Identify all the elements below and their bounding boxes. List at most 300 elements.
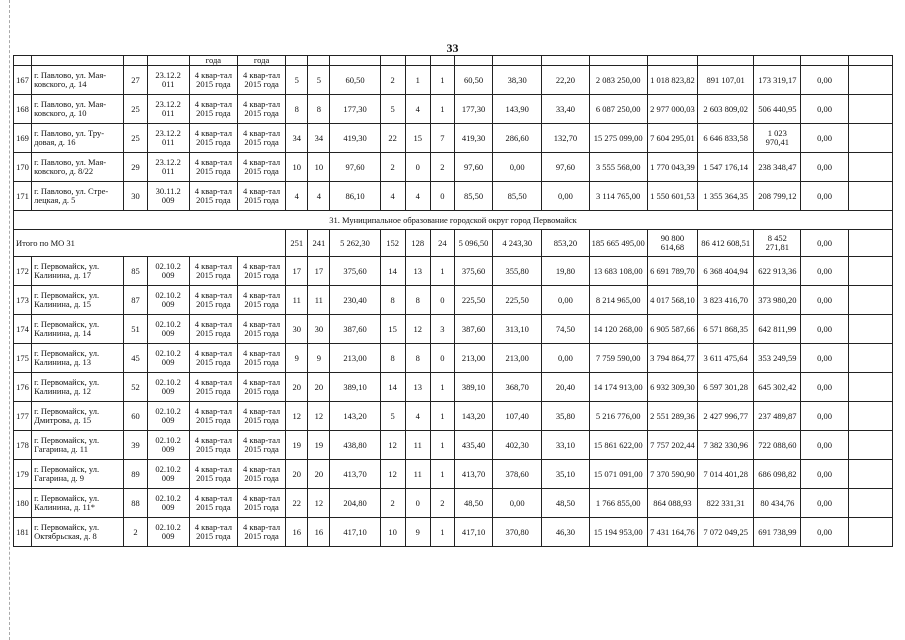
table-cell: 181 <box>14 518 32 547</box>
table-cell: 0 <box>430 286 454 315</box>
table-cell: 107,40 <box>493 402 542 431</box>
table-cell: 1 550 601,53 <box>647 182 697 211</box>
table-cell: 5 <box>286 66 308 95</box>
table-cell: 1 018 823,82 <box>647 66 697 95</box>
table-cell: 8 <box>286 95 308 124</box>
table-cell: 15 <box>380 315 405 344</box>
table-cell: 387,60 <box>330 315 380 344</box>
table-cell: 12 <box>380 431 405 460</box>
table-cell: 15 <box>405 124 430 153</box>
table-cell <box>147 56 189 66</box>
table-cell: г. Первомайск, ул. Калинина, д. 13 <box>32 344 124 373</box>
table-cell: 74,50 <box>542 315 589 344</box>
table-cell: 7 759 590,00 <box>589 344 647 373</box>
table-cell: г. Павлово, ул. Мая-ковского, д. 14 <box>32 66 124 95</box>
table-cell: 30 <box>308 315 330 344</box>
table-row <box>14 153 893 182</box>
table-cell: 0,00 <box>801 95 848 124</box>
table-cell: 0,00 <box>542 182 589 211</box>
table-cell: 97,60 <box>454 153 492 182</box>
table-cell: 8 <box>380 344 405 373</box>
table-cell: 23.12.2 011 <box>147 153 189 182</box>
table-cell: 7 370 590,90 <box>647 460 697 489</box>
table-cell: 891 107,01 <box>698 66 754 95</box>
table-cell: 387,60 <box>454 315 492 344</box>
table-cell: 4 243,30 <box>493 230 542 257</box>
table-cell: 0,00 <box>801 124 848 153</box>
table-cell: 213,00 <box>454 344 492 373</box>
table-cell: 97,60 <box>542 153 589 182</box>
table-cell: 4 квар-тал 2015 года <box>237 431 285 460</box>
table-cell: 15 861 622,00 <box>589 431 647 460</box>
table-cell: 52 <box>124 373 147 402</box>
table-cell: 4 квар-тал 2015 года <box>237 373 285 402</box>
table-cell: 0,00 <box>801 66 848 95</box>
table-cell: 313,10 <box>493 315 542 344</box>
table-row <box>14 373 893 402</box>
table-cell: 241 <box>308 230 330 257</box>
table-cell: 5 <box>308 66 330 95</box>
table-cell: 17 <box>286 257 308 286</box>
table-cell <box>848 95 892 124</box>
table-cell: 20 <box>286 373 308 402</box>
table-cell: 353 249,59 <box>754 344 801 373</box>
table-cell: 23.12.2 011 <box>147 95 189 124</box>
table-cell <box>14 56 32 66</box>
table-cell: 0 <box>430 182 454 211</box>
table-cell: 15 194 953,00 <box>589 518 647 547</box>
table-cell: 0,00 <box>801 518 848 547</box>
table-cell: 16 <box>286 518 308 547</box>
table-cell: 4 квар-тал 2015 года <box>189 518 237 547</box>
table-cell: 25 <box>124 124 147 153</box>
table-cell: 22,20 <box>542 66 589 95</box>
table-cell: 35,80 <box>542 402 589 431</box>
table-cell: 20 <box>308 460 330 489</box>
table-cell: 6 597 301,28 <box>698 373 754 402</box>
table-cell: 27 <box>124 66 147 95</box>
table-cell <box>848 124 892 153</box>
table-cell: 86,10 <box>330 182 380 211</box>
table-cell: 0,00 <box>801 402 848 431</box>
table-row <box>14 56 893 66</box>
table-cell: 4 квар-тал 2015 года <box>189 66 237 95</box>
table-cell <box>754 56 801 66</box>
table-cell: 4 квар-тал 2015 года <box>237 460 285 489</box>
table-cell: 0,00 <box>801 257 848 286</box>
table-cell: 0,00 <box>801 153 848 182</box>
table-cell: 417,10 <box>330 518 380 547</box>
table-cell: 5 262,30 <box>330 230 380 257</box>
table-cell <box>32 56 124 66</box>
table-cell: 39 <box>124 431 147 460</box>
table-cell: 4 квар-тал 2015 года <box>237 95 285 124</box>
table-cell: 10 <box>308 153 330 182</box>
table-cell: 0,00 <box>801 230 848 257</box>
table-cell: 38,30 <box>493 66 542 95</box>
table-cell: 6 368 404,94 <box>698 257 754 286</box>
table-cell: 6 087 250,00 <box>589 95 647 124</box>
table-cell: 16 <box>308 518 330 547</box>
total-label: Итого по МО 31 <box>14 230 286 257</box>
table-cell: г. Первомайск, ул. Дмитрова, д. 15 <box>32 402 124 431</box>
table-row <box>14 344 893 373</box>
table-row <box>14 286 893 315</box>
table-cell: 7 604 295,01 <box>647 124 697 153</box>
table-row <box>14 124 893 153</box>
table-cell: 12 <box>405 315 430 344</box>
table-cell: 4 квар-тал 2015 года <box>189 95 237 124</box>
table-cell: 85,50 <box>493 182 542 211</box>
table-cell: 368,70 <box>493 373 542 402</box>
section-title: 31. Муниципальное образование городской округ город Первомайск <box>14 211 893 230</box>
table-cell: 0 <box>405 489 430 518</box>
table-cell: 417,10 <box>454 518 492 547</box>
table-cell: 14 <box>380 373 405 402</box>
table-cell: 46,30 <box>542 518 589 547</box>
table-cell <box>848 402 892 431</box>
table-cell <box>848 182 892 211</box>
table-cell: 0,00 <box>542 344 589 373</box>
table-cell: 02.10.2 009 <box>147 257 189 286</box>
table-cell: 19,80 <box>542 257 589 286</box>
table-cell: 87 <box>124 286 147 315</box>
table-cell: г. Первомайск, ул. Калинина, д. 17 <box>32 257 124 286</box>
table-cell: 4 <box>380 182 405 211</box>
table-cell: 33,40 <box>542 95 589 124</box>
table-cell: 174 <box>14 315 32 344</box>
table-cell: 4 квар-тал 2015 года <box>237 182 285 211</box>
table-row <box>14 66 893 95</box>
table-cell: 1 023 970,41 <box>754 124 801 153</box>
table-cell: 7 431 164,76 <box>647 518 697 547</box>
table-cell: 4 квар-тал 2015 года <box>189 402 237 431</box>
table-cell: 34 <box>286 124 308 153</box>
table-cell <box>848 460 892 489</box>
table-cell: 7 382 330,96 <box>698 431 754 460</box>
table-cell: 30 <box>124 182 147 211</box>
table-cell: 413,70 <box>454 460 492 489</box>
table-cell <box>698 56 754 66</box>
table-row <box>14 460 893 489</box>
table-cell: 8 <box>405 344 430 373</box>
table-cell: 4 <box>405 182 430 211</box>
table-cell: 4 квар-тал 2015 года <box>237 286 285 315</box>
table-cell: 2 <box>124 518 147 547</box>
table-cell: 45 <box>124 344 147 373</box>
table-cell: 435,40 <box>454 431 492 460</box>
table-cell: 208 799,12 <box>754 182 801 211</box>
table-cell: 20 <box>286 460 308 489</box>
table-cell: 373 980,20 <box>754 286 801 315</box>
table-cell: года <box>189 56 237 66</box>
table-cell: 9 <box>405 518 430 547</box>
table-cell: 3 555 568,00 <box>589 153 647 182</box>
table-cell <box>848 257 892 286</box>
table-cell: 14 <box>380 257 405 286</box>
table-cell: 4 квар-тал 2015 года <box>189 489 237 518</box>
table-cell: 143,90 <box>493 95 542 124</box>
table-cell: 177,30 <box>330 95 380 124</box>
table-cell: 722 088,60 <box>754 431 801 460</box>
page-number: 33 <box>446 41 459 55</box>
table-cell <box>330 56 380 66</box>
table-cell: 2 551 289,36 <box>647 402 697 431</box>
table-cell: 2 603 809,02 <box>698 95 754 124</box>
table-cell: 14 120 268,00 <box>589 315 647 344</box>
table-cell <box>848 56 892 66</box>
table-cell <box>647 56 697 66</box>
table-cell: 0,00 <box>801 315 848 344</box>
table-cell: 169 <box>14 124 32 153</box>
table-cell: 375,60 <box>454 257 492 286</box>
table-cell <box>589 56 647 66</box>
table-cell: 6 691 789,70 <box>647 257 697 286</box>
table-cell <box>848 373 892 402</box>
table-cell: 4 квар-тал 2015 года <box>189 431 237 460</box>
table-cell: 24 <box>430 230 454 257</box>
table-cell: 402,30 <box>493 431 542 460</box>
table-cell: 14 174 913,00 <box>589 373 647 402</box>
table-cell: 3 114 765,00 <box>589 182 647 211</box>
table-cell: 80 434,76 <box>754 489 801 518</box>
table-cell: 8 <box>308 95 330 124</box>
table-cell: 89 <box>124 460 147 489</box>
table-cell: 11 <box>308 286 330 315</box>
table-cell: 686 098,82 <box>754 460 801 489</box>
table-cell: 2 <box>380 489 405 518</box>
table-cell: 60,50 <box>330 66 380 95</box>
table-cell: 0,00 <box>542 286 589 315</box>
table-cell: г. Павлово, ул. Мая-ковского, д. 10 <box>32 95 124 124</box>
table-cell: 853,20 <box>542 230 589 257</box>
table-cell: г. Павлово, ул. Тру-довая, д. 16 <box>32 124 124 153</box>
table-cell: 2 977 000,03 <box>647 95 697 124</box>
table-cell: 7 757 202,44 <box>647 431 697 460</box>
table-cell: 4 <box>308 182 330 211</box>
table-cell <box>405 56 430 66</box>
table-cell <box>493 56 542 66</box>
table-cell: 4 квар-тал 2015 года <box>237 153 285 182</box>
table-cell: 2 <box>380 66 405 95</box>
table-cell: 4 квар-тал 2015 года <box>189 373 237 402</box>
table-cell: 13 <box>405 257 430 286</box>
table-cell: 11 <box>405 431 430 460</box>
table-cell: 6 905 587,66 <box>647 315 697 344</box>
table-cell: 6 571 868,35 <box>698 315 754 344</box>
table-cell: 645 302,42 <box>754 373 801 402</box>
table-cell: 6 932 309,30 <box>647 373 697 402</box>
table-cell: 177,30 <box>454 95 492 124</box>
table-cell: 0,00 <box>801 182 848 211</box>
table-cell: 4 квар-тал 2015 года <box>189 124 237 153</box>
table-cell: 8 214 965,00 <box>589 286 647 315</box>
table-cell: 864 088,93 <box>647 489 697 518</box>
table-cell: 1 355 364,35 <box>698 182 754 211</box>
table-cell <box>542 56 589 66</box>
table-cell <box>430 56 454 66</box>
table-cell <box>848 230 892 257</box>
table-cell: 438,80 <box>330 431 380 460</box>
table-cell: 175 <box>14 344 32 373</box>
housing-register-table <box>13 55 893 547</box>
table-cell: 237 489,87 <box>754 402 801 431</box>
table-cell: 622 913,36 <box>754 257 801 286</box>
table-cell: г. Первомайск, ул. Калинина, д. 11* <box>32 489 124 518</box>
table-cell: 4 квар-тал 2015 года <box>189 153 237 182</box>
table-cell: 23.12.2 011 <box>147 124 189 153</box>
table-cell: г. Первомайск, ул. Гагарина, д. 11 <box>32 431 124 460</box>
table-cell: 02.10.2 009 <box>147 518 189 547</box>
table-cell: 4 квар-тал 2015 года <box>237 315 285 344</box>
table-cell: 3 <box>430 315 454 344</box>
table-cell: 60,50 <box>454 66 492 95</box>
table-row <box>14 211 893 230</box>
table-cell: 180 <box>14 489 32 518</box>
table-cell: 34 <box>308 124 330 153</box>
table-cell: 19 <box>308 431 330 460</box>
table-row <box>14 518 893 547</box>
page-fold-line <box>9 0 11 640</box>
table-cell: 185 665 495,00 <box>589 230 647 257</box>
table-cell: 375,60 <box>330 257 380 286</box>
table-cell: 4 <box>405 95 430 124</box>
table-cell: 170 <box>14 153 32 182</box>
table-cell <box>454 56 492 66</box>
table-cell: 4 квар-тал 2015 года <box>189 460 237 489</box>
table-cell: 20 <box>308 373 330 402</box>
table-cell: 48,50 <box>542 489 589 518</box>
table-cell: г. Первомайск, ул. Октябрьская, д. 8 <box>32 518 124 547</box>
table-cell: 0,00 <box>493 489 542 518</box>
table-cell: 12 <box>380 460 405 489</box>
table-cell: 23.12.2 011 <box>147 66 189 95</box>
table-cell: 1 <box>430 95 454 124</box>
table-cell: 2 083 250,00 <box>589 66 647 95</box>
table-cell: 2 427 996,77 <box>698 402 754 431</box>
table-cell: 2 <box>380 153 405 182</box>
table-row <box>14 230 893 257</box>
table-cell: 4 квар-тал 2015 года <box>189 257 237 286</box>
table-cell: 4 квар-тал 2015 года <box>237 489 285 518</box>
table-cell: 3 823 416,70 <box>698 286 754 315</box>
table-cell: 88 <box>124 489 147 518</box>
table-cell: 11 <box>405 460 430 489</box>
table-cell: 0 <box>405 153 430 182</box>
table-cell: 85,50 <box>454 182 492 211</box>
table-row <box>14 315 893 344</box>
table-cell: 378,60 <box>493 460 542 489</box>
table-cell: 4 квар-тал 2015 года <box>189 344 237 373</box>
table-cell: 19 <box>286 431 308 460</box>
table-cell: 7 072 049,25 <box>698 518 754 547</box>
table-cell: 225,50 <box>454 286 492 315</box>
table-cell: 642 811,99 <box>754 315 801 344</box>
table-cell: 02.10.2 009 <box>147 431 189 460</box>
table-cell: 4 квар-тал 2015 года <box>237 402 285 431</box>
table-row <box>14 402 893 431</box>
table-cell: 413,70 <box>330 460 380 489</box>
table-cell: 86 412 608,51 <box>698 230 754 257</box>
table-cell: 1 770 043,39 <box>647 153 697 182</box>
table-cell: 143,20 <box>330 402 380 431</box>
table-cell: 179 <box>14 460 32 489</box>
table-cell: 90 800 614,68 <box>647 230 697 257</box>
table-cell: 213,00 <box>493 344 542 373</box>
table-cell: 5 096,50 <box>454 230 492 257</box>
table-cell: 8 <box>405 286 430 315</box>
table-cell: 230,40 <box>330 286 380 315</box>
table-cell: 0,00 <box>801 286 848 315</box>
table-cell: 15 071 091,00 <box>589 460 647 489</box>
table-cell: 177 <box>14 402 32 431</box>
table-cell: 33,10 <box>542 431 589 460</box>
table-cell: 4 квар-тал 2015 года <box>189 286 237 315</box>
table-cell <box>286 56 308 66</box>
table-cell: 143,20 <box>454 402 492 431</box>
table-cell: 1 <box>405 66 430 95</box>
table-cell: 51 <box>124 315 147 344</box>
table-cell: 172 <box>14 257 32 286</box>
table-cell: 02.10.2 009 <box>147 344 189 373</box>
table-cell: г. Павлово, ул. Мая-ковского, д. 8/22 <box>32 153 124 182</box>
table-cell: 60 <box>124 402 147 431</box>
table-cell: 167 <box>14 66 32 95</box>
table-cell: 4 квар-тал 2015 года <box>189 315 237 344</box>
table-cell: 6 646 833,58 <box>698 124 754 153</box>
table-cell: 10 <box>286 153 308 182</box>
table-cell: 0 <box>430 344 454 373</box>
table-cell: 178 <box>14 431 32 460</box>
table-cell: 29 <box>124 153 147 182</box>
table-cell: 286,60 <box>493 124 542 153</box>
table-cell: г. Первомайск, ул. Калинина, д. 14 <box>32 315 124 344</box>
table-cell <box>848 518 892 547</box>
table-cell: 238 348,47 <box>754 153 801 182</box>
table-cell: г. Павлово, ул. Стре-лецкая, д. 5 <box>32 182 124 211</box>
table-cell: 0,00 <box>801 489 848 518</box>
table-cell: 25 <box>124 95 147 124</box>
table-cell: 4 квар-тал 2015 года <box>237 257 285 286</box>
table-cell: 4 квар-тал 2015 года <box>237 124 285 153</box>
table-cell: 17 <box>308 257 330 286</box>
table-cell: 4 квар-тал 2015 года <box>237 344 285 373</box>
table-cell: 1 <box>430 373 454 402</box>
table-cell: 389,10 <box>330 373 380 402</box>
table-cell: 419,30 <box>454 124 492 153</box>
table-cell: 8 <box>380 286 405 315</box>
table-cell: 176 <box>14 373 32 402</box>
table-cell <box>801 56 848 66</box>
table-cell: 0,00 <box>801 431 848 460</box>
table-cell: 1 <box>430 431 454 460</box>
table-cell: 1 <box>430 257 454 286</box>
table-cell: 20,40 <box>542 373 589 402</box>
table-cell: 152 <box>380 230 405 257</box>
table-cell: 3 794 864,77 <box>647 344 697 373</box>
table-cell: года <box>237 56 285 66</box>
table-cell: 02.10.2 009 <box>147 460 189 489</box>
table-cell: 1 <box>430 518 454 547</box>
table-cell: 0,00 <box>801 373 848 402</box>
table-cell: 173 319,17 <box>754 66 801 95</box>
table-row <box>14 431 893 460</box>
table-cell: 02.10.2 009 <box>147 402 189 431</box>
table-cell: 1 766 855,00 <box>589 489 647 518</box>
table-cell <box>848 489 892 518</box>
table-cell: 12 <box>308 402 330 431</box>
table-cell: 35,10 <box>542 460 589 489</box>
